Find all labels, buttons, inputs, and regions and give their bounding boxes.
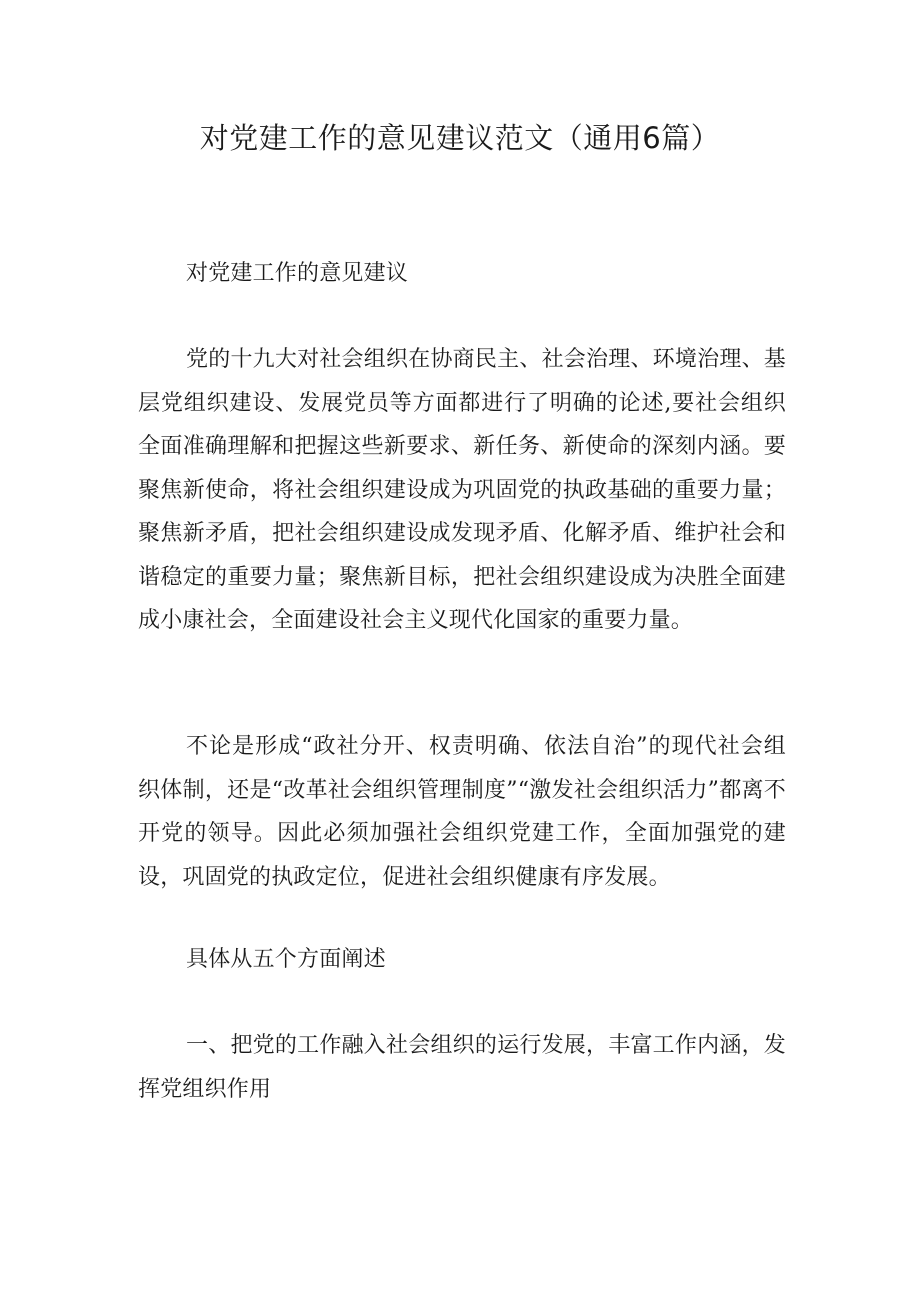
paragraph-point-one: 一、把党的工作融入社会组织的运行发展，丰富工作内涵，发挥党组织作用: [138, 1033, 786, 1102]
paragraph-leadership: 不论是形成“政社分开、权责明确、依法自治”的现代社会组织体制，还是“改革社会组织管理制度”“激发社会组织活力”都离不开党的领导。因此必须加强社会组织党建工作，全面加强党的建设，巩固党的执政定位，促进社会组织健康有序发展。: [138, 734, 786, 890]
paragraph-five-aspects: 具体从五个方面阐述: [186, 947, 386, 972]
document-title: 对党建工作的意见建议范文（通用6篇）: [199, 121, 721, 155]
section-heading: 对党建工作的意见建议: [186, 261, 409, 286]
paragraph-intro: 党的十九大对社会组织在协商民主、社会治理、环境治理、基层党组织建设、发展党员等方面都进行了明确的论述,要社会组织全面准确理解和把握这些新要求、新任务、新使命的深刻内涵。要聚焦新使命，将社会组织建设成为巩固党的执政基础的重要力量；聚焦新矛盾，把社会组织建设成发现矛盾、化解矛盾、维护社会和谐稳定的重要力量；聚焦新目标，把社会组织建设成为决胜全面建成小康社会，全面建设社会主义现代化国家的重要力量。: [138, 347, 786, 633]
